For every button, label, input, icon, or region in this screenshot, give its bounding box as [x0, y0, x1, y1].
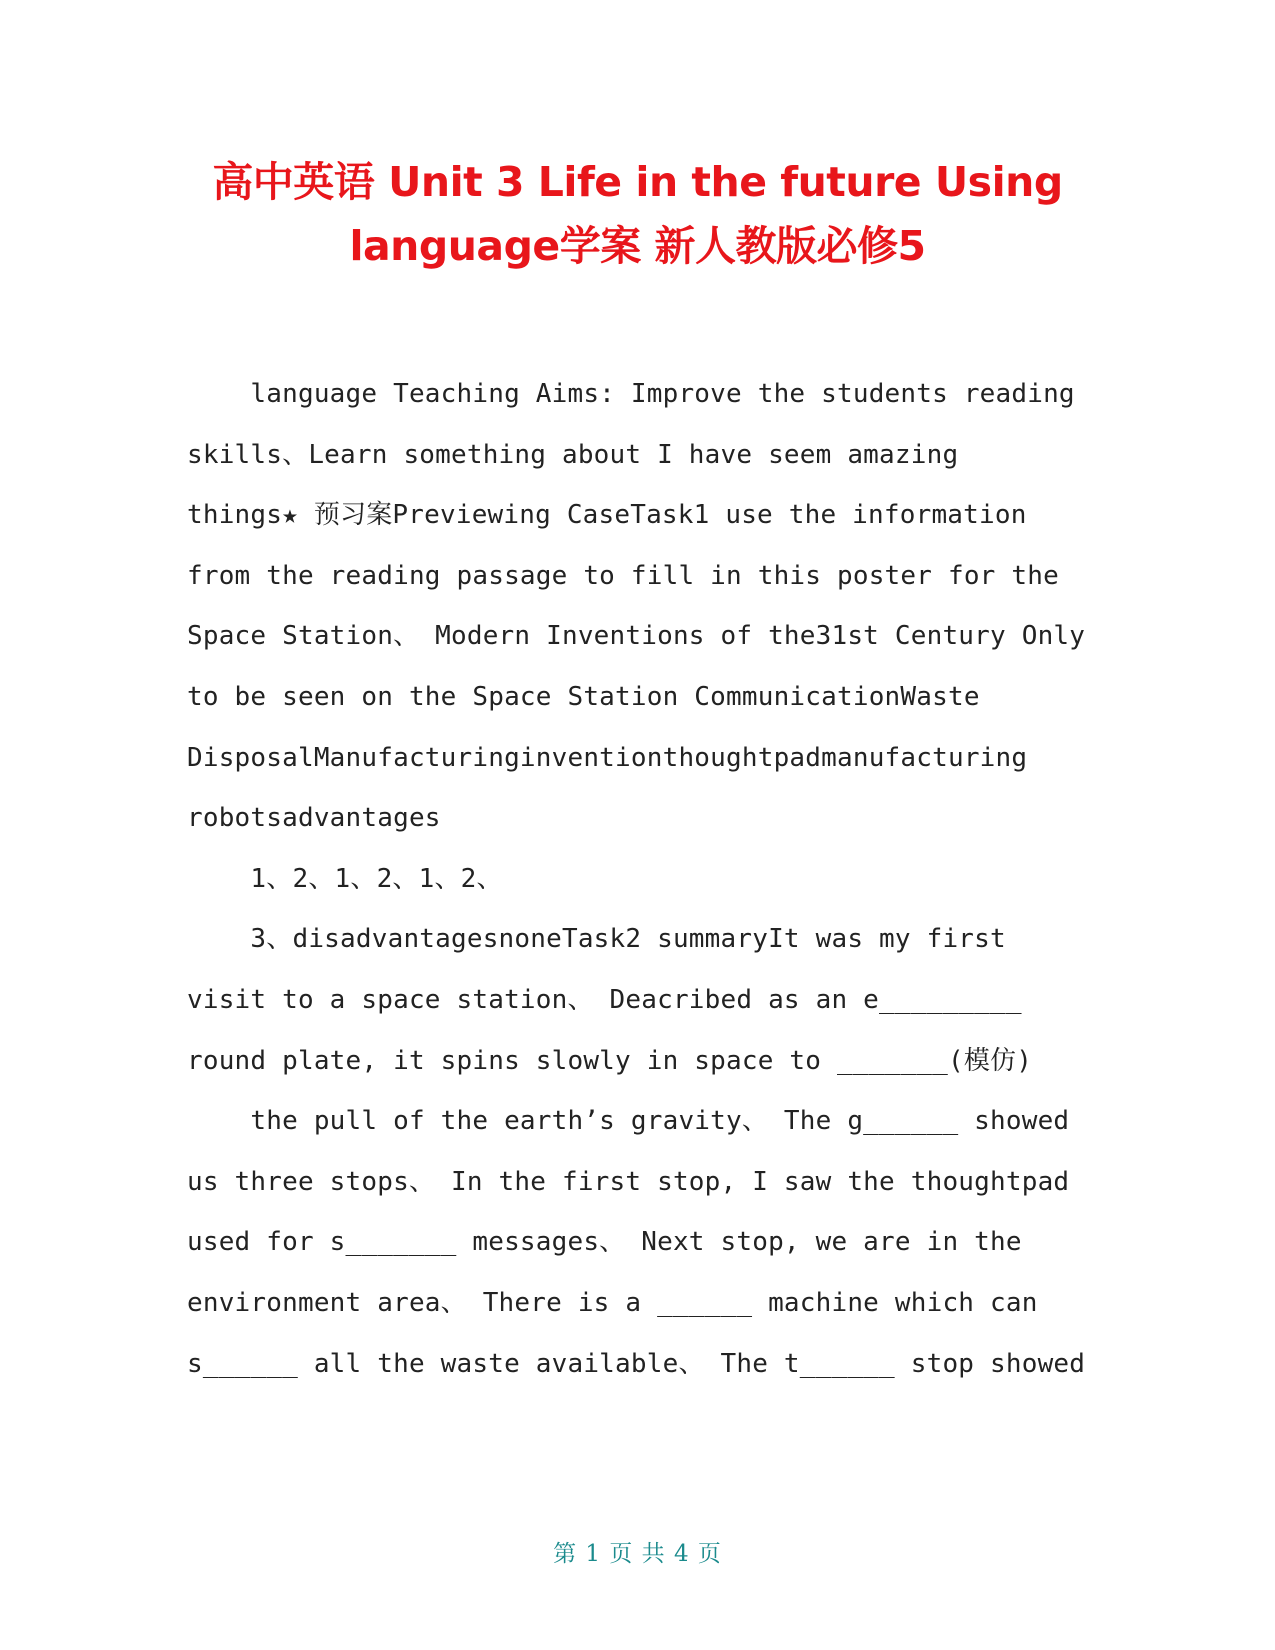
- body-line: visit to a space station、 Deacribed as an e_________: [187, 984, 1022, 1015]
- body-line: DisposalManufacturinginventionthoughtpadmanufacturing: [187, 742, 1028, 773]
- body-line: to be seen on the Space Station CommunicationWaste: [187, 681, 980, 712]
- body-line: us three stops、 In the first stop, I saw the thoughtpad: [187, 1166, 1070, 1197]
- body-line: Space Station、 Modern Inventions of the31st Century Only: [187, 621, 1086, 652]
- body-line: things★ 预习案Previewing CaseTask1 use the information: [187, 500, 1027, 531]
- body-line: skills、Learn something about I have seem amazing: [187, 439, 959, 470]
- body-line: round plate, it spins slowly in space to _______(模仿): [187, 1045, 1033, 1076]
- title-line-1: 高中英语 Unit 3 Life in the future Using: [212, 158, 1063, 206]
- document-body: [187, 364, 1087, 1394]
- body-line: robotsadvantages: [187, 803, 441, 834]
- body-line: used for s_______ messages、 Next stop, we are in the: [187, 1227, 1022, 1258]
- body-line: environment area、 There is a ______ machine which can: [187, 1287, 1038, 1318]
- body-line: the pull of the earth’s gravity、 The g______ showed: [187, 1106, 1070, 1137]
- body-line: from the reading passage to fill in this poster for the: [187, 560, 1059, 591]
- body-line: 3、disadvantagesnoneTask2 summaryIt was my first: [187, 924, 1006, 955]
- page-footer: 第 1 页 共 4 页: [553, 1541, 722, 1567]
- body-line: language Teaching Aims: Improve the students reading: [187, 379, 1075, 409]
- title-line-2: language学案 新人教版必修5: [349, 222, 926, 270]
- document-title: [160, 150, 1115, 278]
- body-line: 1、2、1、2、1、2、: [187, 863, 503, 894]
- body-line: s______ all the waste available、 The t______ stop showed: [187, 1348, 1086, 1379]
